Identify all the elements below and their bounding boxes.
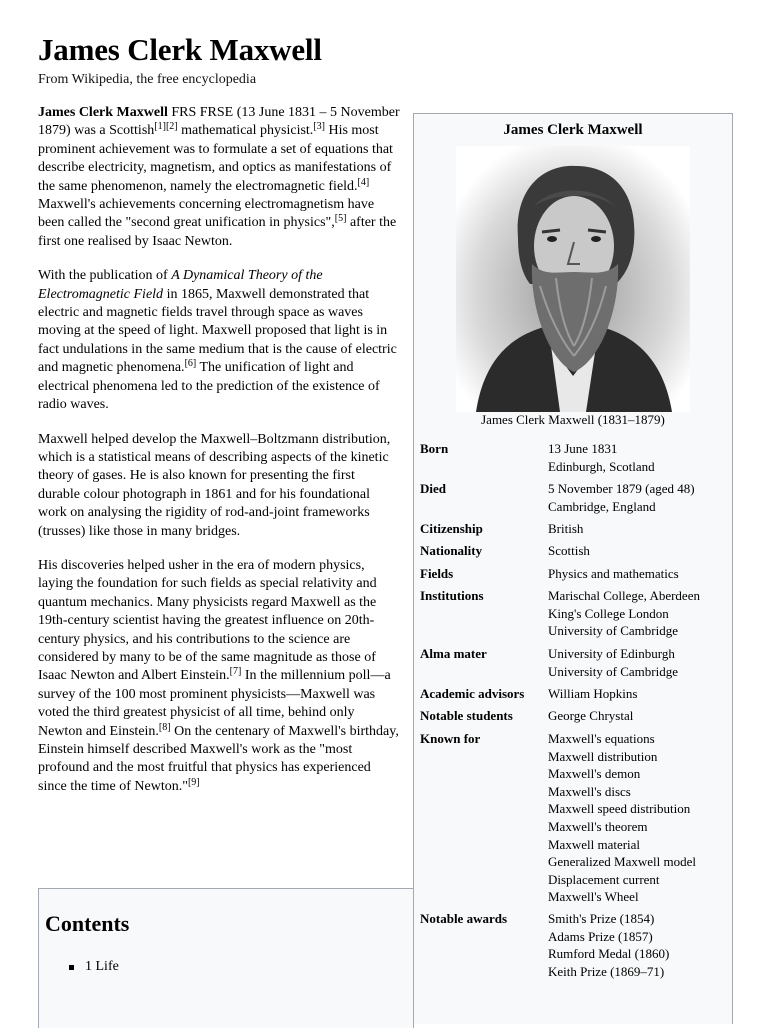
row-label: Born — [420, 441, 449, 456]
value-line[interactable]: Cambridge, England — [548, 498, 656, 514]
row-label: Fields — [420, 566, 454, 581]
value-line[interactable]: Smith's Prize (1854) — [548, 911, 655, 926]
value-line[interactable]: Maxwell's theorem — [548, 818, 648, 834]
value-line[interactable]: University of Edinburgh — [548, 646, 675, 661]
value-line[interactable]: Generalized Maxwell model — [548, 854, 696, 870]
value-line[interactable]: University of Cambridge — [548, 623, 678, 639]
row-value — [548, 480, 695, 515]
row-value — [548, 685, 637, 703]
paragraph-text: His discoveries helped usher in the era of modern physics, laying the foundation for such fields as special relativity and quantum mechanics. Many physicists regard Maxwell as the 19th-century scientist having the greatest influence on 20th-century physics, and his contributions to the science are considered by many to be of the same magnitude as those of Isaac Newton and Albert Einstein. — [38, 557, 377, 684]
row-value — [548, 440, 655, 475]
row-value — [548, 730, 696, 906]
paragraph-text: mathematical physicist. — [177, 123, 314, 139]
row-label: Alma mater — [420, 646, 487, 661]
paragraph-text: On the centenary of Maxwell's birthday, Einstein himself described Maxwell's work as the "most profound and the most fruitful that physics has experienced since the time of Newton." — [38, 723, 399, 794]
article-body — [38, 104, 400, 812]
row-label: Died — [420, 481, 446, 496]
row-label: Notable awards — [420, 911, 508, 926]
value-line[interactable]: King's College London — [548, 605, 669, 621]
row-label: Notable students — [420, 708, 513, 723]
paragraph-text: The unification of light and electrical phenomena led to the prediction of the existence of radio waves. — [38, 360, 380, 413]
infobox — [413, 113, 733, 1024]
value-line[interactable]: Maxwell distribution — [548, 748, 658, 764]
value-line[interactable]: Maxwell's Wheel — [548, 889, 639, 905]
value-line: 5 November 1879 (aged 48) — [548, 481, 695, 496]
value-line[interactable]: Maxwell speed distribution — [548, 801, 691, 817]
toc-title: Contents — [45, 911, 130, 936]
citation-link[interactable]: [2] — [165, 121, 178, 133]
electromagnetism-paragraph — [38, 267, 400, 414]
value-line[interactable]: Displacement current — [548, 871, 660, 887]
page-title: James Clerk Maxwell — [38, 32, 322, 67]
value-line[interactable]: Maxwell's demon — [548, 766, 641, 782]
value-line[interactable]: Maxwell material — [548, 836, 641, 852]
table-of-contents — [38, 888, 414, 1028]
row-value — [548, 542, 590, 560]
value-line[interactable]: Maxwell's discs — [548, 783, 631, 799]
paragraph-text: With the publication of — [38, 268, 172, 284]
intro-paragraph — [38, 104, 400, 251]
portrait-caption: James Clerk Maxwell (1831–1879) — [481, 412, 665, 427]
row-label: Institutions — [420, 588, 484, 603]
row-value — [548, 707, 633, 725]
row-label: Citizenship — [420, 521, 483, 536]
paragraph-text: FRS FRSE (13 June 1831 – 5 November 1879) was a Scottish — [38, 105, 400, 139]
paragraph-text: Maxwell's achievements concerning electromagnetism have been called the "second great unification in physics", — [38, 197, 375, 231]
value-line[interactable]: British — [548, 521, 584, 536]
citation-link[interactable]: [5] — [334, 213, 347, 225]
value-line[interactable]: Scottish — [548, 543, 590, 558]
row-value — [548, 520, 583, 538]
row-label: Known for — [420, 731, 481, 746]
row-value — [548, 565, 679, 583]
portrait-drawing — [456, 146, 690, 412]
page-tagline: From Wikipedia, the free encyclopedia — [38, 72, 257, 87]
toc-item-life[interactable]: 1 Life — [69, 959, 119, 975]
value-line[interactable]: William Hopkins — [548, 686, 638, 701]
value-line: 13 June 1831 — [548, 441, 618, 456]
row-value — [548, 910, 669, 980]
infobox-title: James Clerk Maxwell — [503, 122, 643, 138]
row-value — [548, 645, 678, 680]
citation-link[interactable]: [7] — [229, 666, 242, 678]
citation-link[interactable]: [8] — [158, 721, 171, 733]
publication-title-link[interactable]: A Dynamical Theory of the Electromagnetic Field — [38, 268, 323, 302]
citation-link[interactable]: [1] — [154, 121, 166, 133]
value-line[interactable]: Rumford Medal (1860) — [548, 946, 670, 962]
citation-link[interactable]: [3] — [313, 121, 325, 133]
distribution-paragraph: Maxwell helped develop the Maxwell–Boltzmann distribution, which is a statistical means of describing aspects of the kinetic theory of gases. He is also known for presenting the first durable colour photograph in 1861 and for his foundational work on analysing the rigidity of rod-and-joint frameworks (trusses) like those in many bridges. — [38, 431, 391, 539]
toc-list — [69, 959, 119, 975]
value-line[interactable]: Adams Prize (1857) — [548, 928, 653, 944]
value-line[interactable]: Keith Prize (1869–71) — [548, 963, 665, 979]
paragraph-text: His most prominent achievement was to formulate a set of equations that describe electricity, magnetism, and optics as manifestations of the same phenomenon, namely the electromagnetic field. — [38, 123, 393, 194]
row-value — [548, 587, 700, 640]
paragraph-text: In the millennium poll—a survey of the 100 most prominent physicists—Maxwell was voted the third greatest physicist of all time, behind only Newton and Einstein. — [38, 668, 391, 739]
value-line[interactable]: University of Cambridge — [548, 663, 678, 679]
value-line[interactable]: Physics and mathematics — [548, 566, 679, 581]
subject-name: James Clerk Maxwell — [38, 105, 168, 120]
citation-link[interactable]: [4] — [357, 176, 370, 188]
value-line[interactable]: Edinburgh, Scotland — [548, 458, 655, 474]
citation-link[interactable]: [9] — [187, 776, 200, 788]
paragraph-text: after the first one realised by Isaac Newton. — [38, 215, 397, 249]
value-line[interactable]: Maxwell's equations — [548, 731, 655, 746]
legacy-paragraph — [38, 557, 400, 796]
portrait-image[interactable] — [456, 146, 690, 412]
citation-link[interactable]: [6] — [184, 358, 197, 370]
value-line[interactable]: George Chrystal — [548, 708, 634, 723]
row-label: Academic advisors — [420, 686, 525, 701]
paragraph-text: in 1865, Maxwell demonstrated that electric and magnetic fields travel through space as waves moving at the speed of light. Maxwell proposed that light is in fact undulations in the same medium that is the cause of electric and magnetic phenomena. — [38, 286, 397, 376]
value-line[interactable]: Marischal College, Aberdeen — [548, 588, 700, 603]
row-label: Nationality — [420, 543, 483, 558]
